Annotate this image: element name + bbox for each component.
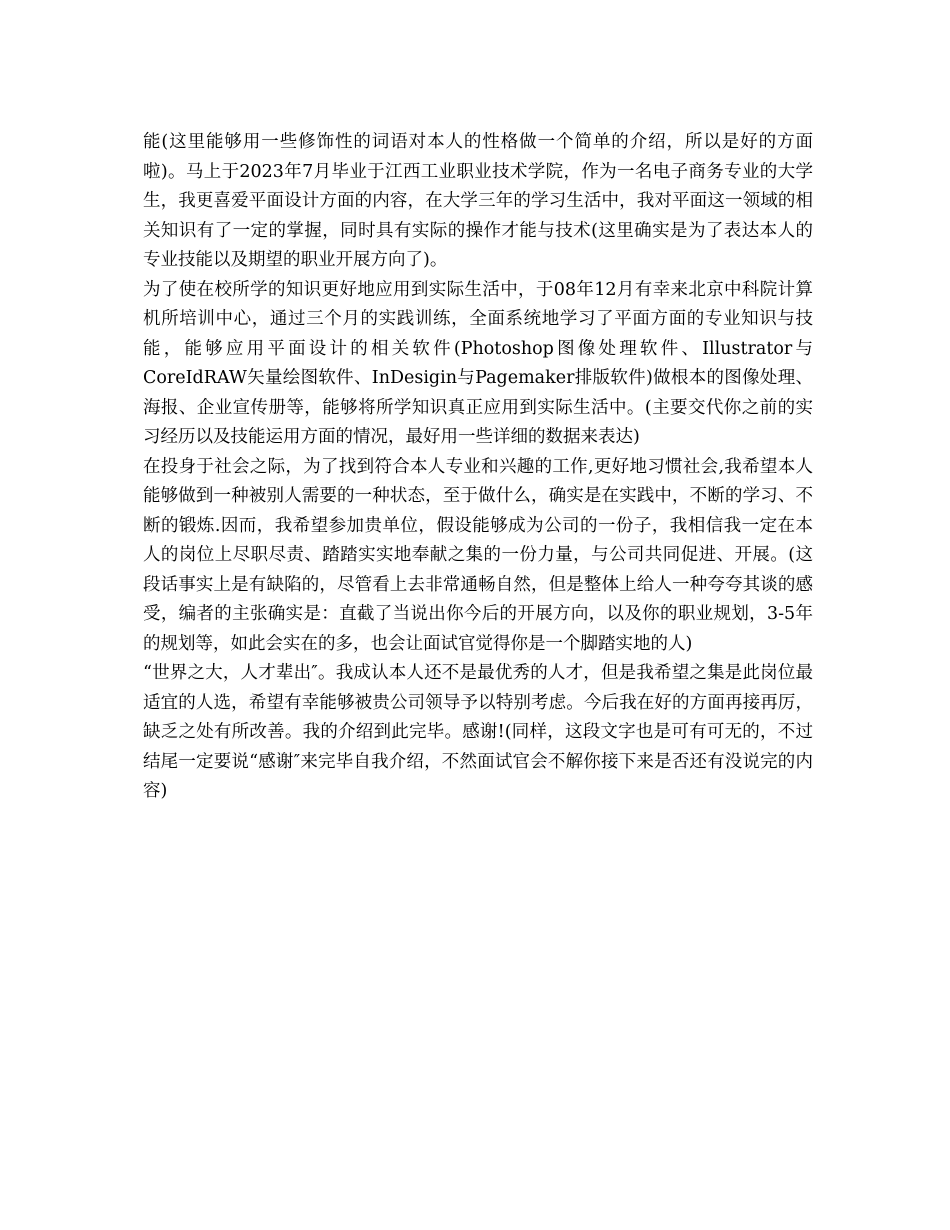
paragraph-closing: “世界之大，人才辈出″。我成认本人还不是最优秀的人才，但是我希望之集是此岗位最适宜的人选，希望有幸能够被贵公司领导予以特别考虑。今后我在好的方面再接再厉，缺乏之处有所改善。我的介绍到此完毕。感谢!(同样，这段文字也是可有可无的，不过结尾一定要说“感谢″来完毕自我介绍，不然面试官会不解你接下来是否还有没说完的内容) — [143, 663, 813, 801]
paragraph-career-goal: 在投身于社会之际，为了找到符合本人专业和兴趣的工作,更好地习惯社会,我希望本人能够做到一种被别人需要的一种状态，至于做什么，确实是在实践中，不断的学习、不断的锻炼.因而，我希望参加贵单位，假设能够成为公司的一份子，我相信我一定在本人的岗位上尽职尽责、踏踏实实地奉献之集的一份力量，与公司共同促进、开展。(这段话事实上是有缺陷的，尽管看上去非常通畅自然，但是整体上给人一种夸夸其谈的感受，编者的主张确实是：直截了当说出你今后的开展方向，以及你的职业规划，3-5年的规划等，如此会实在的多，也会让面试官觉得你是一个脚踏实地的人) — [143, 456, 813, 654]
paragraph-self-intro: 能(这里能够用一些修饰性的词语对本人的性格做一个简单的介绍，所以是好的方面啦)。马上于2023年7月毕业于江西工业职业技术学院，作为一名电子商务专业的大学生，我更喜爱平面设计方面的内容，在大学三年的学习生活中，我对平面这一领域的相关知识有了一定的掌握，同时具有实际的操作才能与技术(这里确实是为了表达本人的专业技能以及期望的职业开展方向了)。 — [143, 132, 813, 270]
body-text — [143, 128, 813, 807]
paragraph-training-experience: 为了使在校所学的知识更好地应用到实际生活中，于08年12月有幸来北京中科院计算机所培训中心，通过三个月的实践训练，全面系统地学习了平面方面的专业知识与技能，能够应用平面设计的相关软件(Photoshop图像处理软件、Illustrator与CoreIdRAW矢量绘图软件、InDesigin与Pagemaker排版软件)做根本的图像处理、海报、企业宣传册等，能够将所学知识真正应用到实际生活中。(主要交代你之前的实习经历以及技能运用方面的情况，最好用一些详细的数据来表达) — [143, 279, 813, 447]
